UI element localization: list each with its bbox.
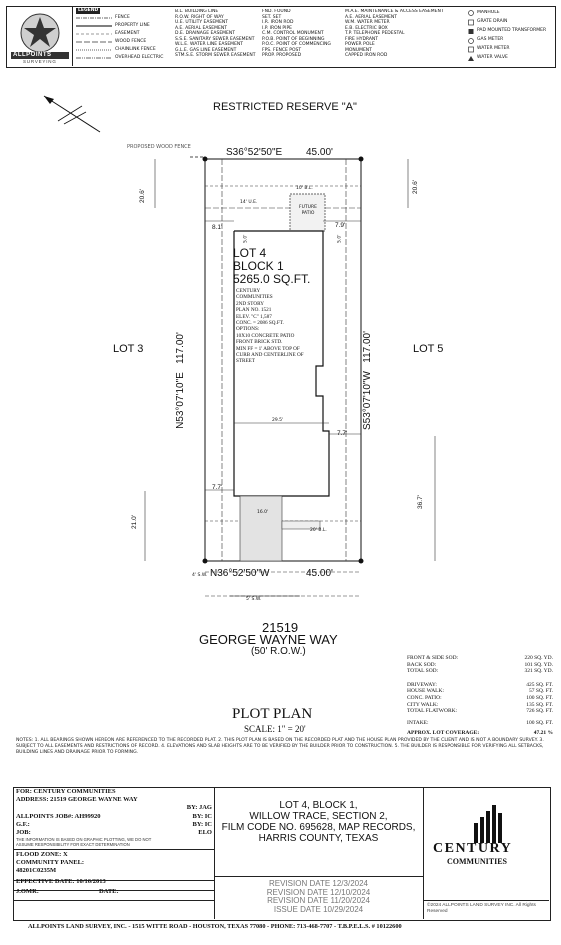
revision-list: REVISION DATE 12/3/2024 REVISION DATE 12/10/2024 REVISION DATE 11/20/2024 ISSUE DATE 10/29/2024 [266,879,371,914]
dim-21-0: 21.0' [130,515,138,529]
title-block-hline-mid [214,876,423,877]
dim-7-7-right: 7.7' [337,430,348,437]
left-bearing: N53°07'10"E 117.00' [174,332,186,429]
lot-number: LOT 4 [233,246,267,260]
client-logo-name: CENTURY [433,841,513,856]
dim-20-bl: 20' B.L. [310,528,327,533]
legend-symbols [467,10,477,64]
house-notes: CENTURY COMMUNITIES 2ND STORY PLAN NO. 1521 ELEV. "C" 1,587 CONC. = 2086 SQ.FT. OPTIONS: 10X10 CONCRETE PATIO FRONT BRICK STD. MIN FF = 1' ABOVE TOP OF CURB AND CENTERLINE OF STREET [236,288,304,365]
logo-text: ALLPOINTS [13,52,52,58]
legend-title: LEGEND [78,8,99,13]
restricted-reserve-label: RESTRICTED RESERVE "A" [213,101,357,113]
client-info: FOR: CENTURY COMMUNITIES ADDRESS: 21519 GEORGE WAYNE WAY BY: JAG ALLPOINTS JOB#: AH99920 BY: IC G.F.: BY: IC JOB: ELO [16,788,212,837]
dim-16-0: 16.0' [257,510,269,515]
dim-4-sw: 4' S.W. [192,573,208,578]
flood-info: FLOOD ZONE: X COMMUNITY PANEL: 48201C0235M EFFECTIVE DATE: 10/16/2013 J.OMR: DATE: [16,851,119,895]
bottom-distance: 45.00' [306,568,333,579]
title-block-hline-left [13,849,214,850]
top-distance: 45.00' [306,147,333,158]
legend-divider [72,6,73,66]
dim-10-bl: 10' B.L. [296,186,313,191]
areas-table: FRONT & SIDE SOD: 220 SQ. YD. BACK SOD: 101 SQ. YD. TOTAL SOD: 321 SQ. YD. DRIVEWAY: 425 SQ. FT. HOUSE WALK: 57 SQ. FT. CONC. PATIO: 100 SQ. FT. CITY WALK: 135 SQ. FT. TOTAL FLATWORK: 726 SQ. FT. INTAKE: 100 SQ. FT. APPROX. LOT COVERAGE: 47.21 % [407,655,553,737]
street-name: GEORGE WAYNE WAY [199,632,338,647]
block-number: BLOCK 1 [233,259,284,273]
legend-line-samples [76,15,114,65]
graphic-disclaimer: THE INFORMATION IS BASED ON GRAPHIC PLOTTING, WE DO NOT ASSUME RESPONSIBILITY FOR EXACT DETERMINATION [16,837,152,847]
manhole-icon [469,11,474,16]
row-width: (50' R.O.W.) [251,646,306,657]
north-arrow-icon [44,96,100,132]
copyright: ©2024 ALLPOINTS LAND SURVEY INC. All Rights Reserved [427,903,536,914]
water-valve-icon [468,56,474,61]
dim-5-0-a: 5.0' [243,234,249,243]
legend-col4: M.A.E. MAINTENANCE & ACCESS EASEMENT A.E. AERIAL EASEMENT W.M. WATER METER E.B. ELECTRIC BOX T.P. TELEPHONE PEDESTAL FIRE HYDRANT POWER POLE MONUMENT CAPPED IRON ROD [345,9,444,58]
logo-subtext: SURVEYING [23,59,57,64]
building-logo-icon [470,803,510,843]
lot-5-label: LOT 5 [413,343,444,355]
water-meter-icon [469,47,474,52]
plot-plan-scale: SCALE: 1" = 20' [244,724,306,734]
dim-5-0-b: 5.0' [337,234,343,243]
dim-29-5: 29.5' [272,418,284,423]
title-block-hline-left-4 [13,900,214,901]
plot-plan-title: PLOT PLAN [232,706,313,722]
transformer-icon [469,29,474,34]
bottom-bearing: 4' S.W. N36°52'50"W [192,568,270,579]
company-logo [9,9,71,65]
title-block-hline-right [423,900,549,901]
lot-area: 5265.0 SQ.FT. [233,272,311,286]
legal-description: LOT 4, BLOCK 1, WILLOW TRACE, SECTION 2, FILM CODE NO. 695628, MAP RECORDS, HARRIS COUNTY, TEXAS [221,800,416,844]
legend-col1: FENCE PROPERTY LINE EASEMENT WOOD FENCE CHAINLINK FENCE OVERHEAD ELECTRIC [115,15,164,60]
client-logo-sub: COMMUNITIES [447,857,508,866]
dim-top-left: 20.6' [138,189,146,203]
client-logo [470,803,510,843]
dim-5-sw: 5' S.W. [246,597,262,602]
top-bearing: S36°52'50"E [226,147,283,158]
dim-36-7: 36.7' [416,495,424,509]
dim-8-1: 8.1' [212,224,223,231]
address-number: 21519 [262,620,299,635]
grate-drain-icon [469,20,474,25]
gas-meter-icon [469,39,474,44]
dim-7-9: 7.9' [335,222,346,229]
legend-col3: FND. FOUND SET. SET I.R. IRON ROD I.P. IRON PIPE C.M. CONTROL MONUMENT P.O.B. POINT OF BEGINNING P.O.C. POINT OF COMMENCING FPS. FENCE POST PROP. PROPOSED [262,9,331,58]
proposed-fence-label: PROPOSED WOOD FENCE [127,144,191,150]
legend-col2: B.L. BUILDING LINE R.O.W. RIGHT OF WAY U.E. UTILITY EASEMENT A.E. AERIAL EASEMENT D.E. DRAINAGE EASEMENT S.S.E. SANITARY SEWER EASEMENT W.L.E. WATER LINE EASEMENT G.L.E. GAS LINE EASEMENT STM.S.E. STORM SEWER EASEMENT [175,9,256,58]
lot-3-label: LOT 3 [113,343,144,355]
right-bearing: S53°07'10"W 117.00' [362,330,374,431]
future-patio-label: FUTURE PATIO [299,205,317,216]
dim-7-7-left: 7.7' [212,484,223,491]
legend-col5: MANHOLE GRATE DRAIN PAD MOUNTED TRANSFORMER GAS METER WATER METER WATER VALVE [477,10,547,60]
dim-14-ue: 14' U.E. [240,200,258,205]
general-notes: NOTES: 1. ALL BEARINGS SHOWN HEREON ARE REFERENCED TO THE RECORDED PLAT. 2. THIS PLOT PLAN IS BASED ON THE RECORDED PLAT AND THE HOUSE PLAN PROVIDED BY THE CLIENT AND IS NOT A BOUNDARY SURVEY. 3. SUBJECT TO ALL EASEMENTS AND RESTRICTIONS OF RECORD. 4. ELEVATIONS AND SLAB HEIGHTS ARE TO BE VERIFIED BY THE BUILDER PRIOR TO CONSTRUCTION. 5. THE BUILDER IS RESPONSIBLE FOR VERIFYING ALL SETBACKS, BUILDING LINES AND DRAINAGE PRIOR TO FORMING. [16,738,544,756]
footer-contact: ALLPOINTS LAND SURVEY, INC. - 1515 WITTE ROAD - HOUSTON, TEXAS 77080 - PHONE: 713-468-7707 - T.B.P.E.L.S. # 10122600 [28,923,402,930]
dim-top-right: 20.6' [411,180,419,194]
